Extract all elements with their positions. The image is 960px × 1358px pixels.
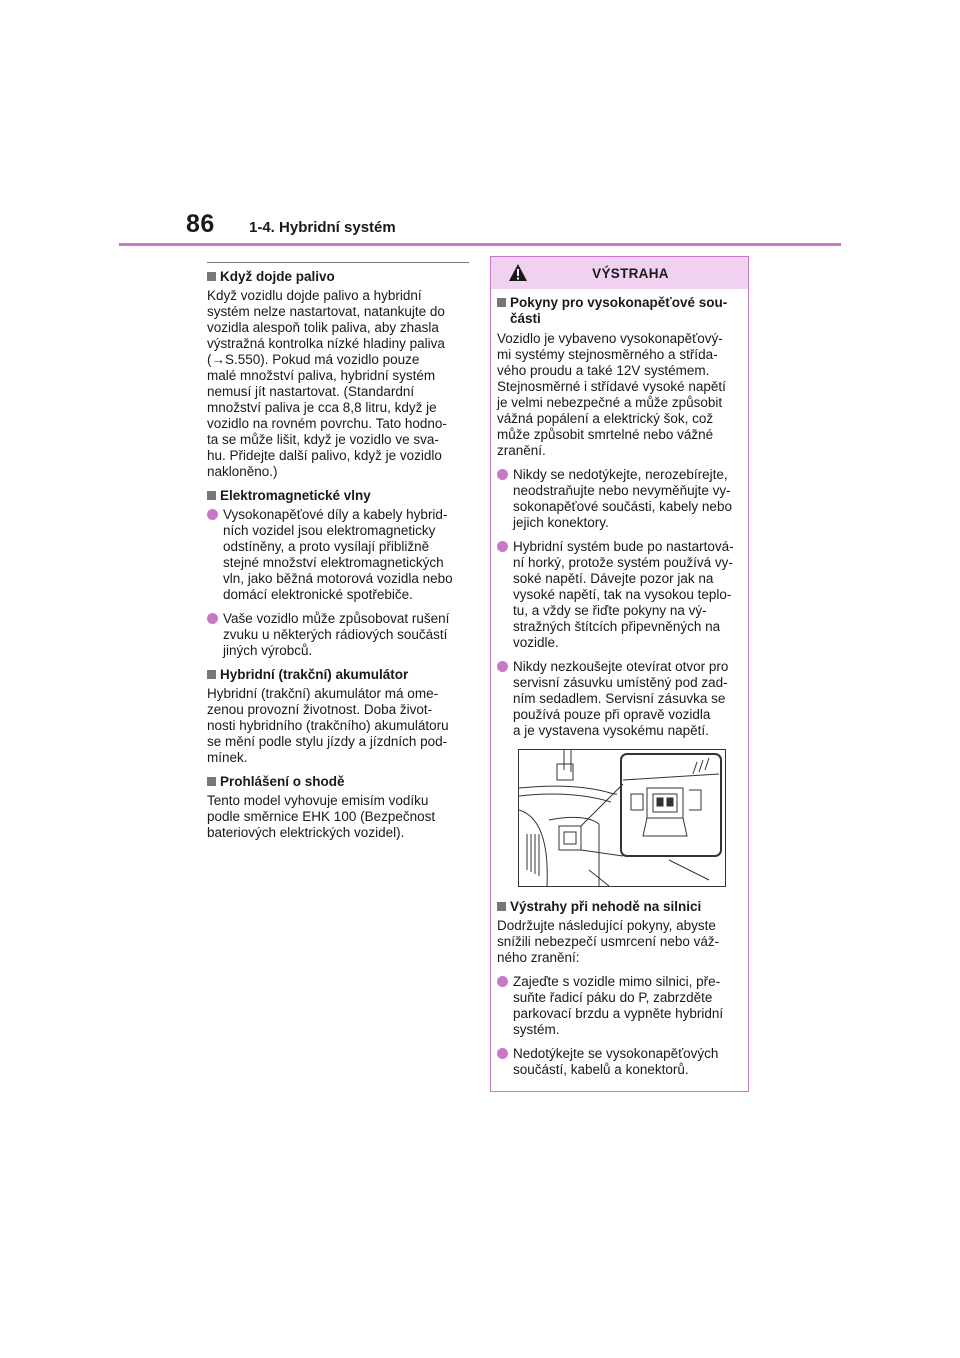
text-line: systém. xyxy=(513,1022,560,1037)
text-line: Hybridní (trakční) akumulátor má ome- xyxy=(207,686,439,701)
bullet-item xyxy=(497,974,742,1038)
text-line: může způsobit smrtelné nebo vážné xyxy=(497,427,714,442)
text-line: Nikdy se nedotýkejte, nerozebírejte, xyxy=(513,467,728,482)
circle-bullet-icon xyxy=(207,613,218,624)
text-line: Zajeďte s vozidle mimo silnici, pře- xyxy=(513,974,721,989)
heading-hv-instructions xyxy=(497,295,742,327)
bullet-item xyxy=(497,467,742,531)
text-line: Když vozidlu dojde palivo a hybridní xyxy=(207,288,422,303)
heading-em-waves-text: Elektromagnetické vlny xyxy=(220,488,371,503)
text-line: zenou provozní životnost. Doba život- xyxy=(207,702,433,717)
text-line: tu, a vždy se řiďte pokyny na vý- xyxy=(513,603,707,618)
text-line: mi systémy stejnosměrného a střída- xyxy=(497,347,718,362)
text-line: ného zranění: xyxy=(497,950,580,965)
text-line: Nedotýkejte se vysokonapěťových xyxy=(513,1046,719,1061)
text-line: ním sedadlem. Servisní zásuvka se xyxy=(513,691,726,706)
text-line: nemusí jít nastartovat. (Standardní xyxy=(207,384,415,399)
text-line: Tento model vyhovuje emisím vodíku xyxy=(207,793,429,808)
text-line: parkovací brzdu a vypněte hybridní xyxy=(513,1006,724,1021)
square-marker-icon xyxy=(207,272,216,281)
text-line: vozidle. xyxy=(513,635,559,650)
circle-bullet-icon xyxy=(497,661,508,672)
text-line: zranění. xyxy=(497,443,546,458)
text-line: ních vozidel jsou elektromagneticky xyxy=(223,523,436,538)
circle-bullet-icon xyxy=(207,509,218,520)
heading-battery-text: Hybridní (trakční) akumulátor xyxy=(220,667,409,682)
square-marker-icon xyxy=(497,902,506,911)
text-line: jejich konektory. xyxy=(513,515,609,530)
heading-road-accident-text: Výstrahy při nehodě na silnici xyxy=(510,899,702,914)
text-line: hu. Přidejte další palivo, když je vozidlo xyxy=(207,448,442,463)
warning-title: VÝSTRAHA xyxy=(592,265,669,281)
heading-fuel xyxy=(207,269,469,285)
service-plug-illustration xyxy=(518,749,726,887)
text-line: podle směrnice EHK 100 (Bezpečnost xyxy=(207,809,436,824)
text-line: vozidlo na rovném povrchu. Tato hodno- xyxy=(207,416,447,431)
left-column xyxy=(207,262,469,849)
text-line: Vysokonapěťové díly a kabely hybrid- xyxy=(223,507,448,522)
text-line: výstražná kontrolka nízké hladiny paliva xyxy=(207,336,445,351)
text-line: ta se může lišit, když je vozidlo ve sva- xyxy=(207,432,439,447)
text-line: Nikdy nezkoušejte otevírat otvor pro xyxy=(513,659,729,674)
circle-bullet-icon xyxy=(497,976,508,987)
text-line: soké napětí. Dávejte pozor jak na xyxy=(513,571,714,586)
square-marker-icon xyxy=(207,670,216,679)
heading-battery xyxy=(207,667,469,683)
paragraph-accident xyxy=(497,918,742,966)
text-line: vln, jako běžná motorová vozidla nebo xyxy=(223,571,453,586)
text-line: nakloněno.) xyxy=(207,464,278,479)
heading-road-accident xyxy=(497,899,742,915)
circle-bullet-icon xyxy=(497,1048,508,1059)
text-line: neodstraňujte nebo nevyměňujte vy- xyxy=(513,483,731,498)
bullet-item xyxy=(497,539,742,651)
heading-line: Pokyny pro vysokonapěťové sou- xyxy=(510,295,728,310)
text-line: snížili nebezpečí usmrcení nebo váž- xyxy=(497,934,720,949)
paragraph-conformity xyxy=(207,793,469,841)
heading-line: části xyxy=(510,311,541,326)
text-line: malé množství paliva, hybridní systém xyxy=(207,368,436,383)
section-title: 1-4. Hybridní systém xyxy=(249,219,396,236)
text-line: je velmi nebezpečné a může způsobit xyxy=(497,395,723,410)
heading-fuel-text: Když dojde palivo xyxy=(220,269,335,284)
bullet-item xyxy=(497,659,742,739)
text-line: vozidla alespoň tolik paliva, aby zhasla xyxy=(207,320,439,335)
text-line: (→S.550). Pokud má vozidlo pouze xyxy=(207,352,420,367)
text-line: bateriových elektrických vozidel). xyxy=(207,825,405,840)
text-line: používá pouze při opravě vozidla xyxy=(513,707,711,722)
text-line: ní horký, protože systém používá vy- xyxy=(513,555,733,570)
bullet-item xyxy=(497,1046,742,1078)
heading-em-waves xyxy=(207,488,469,504)
paragraph-hv xyxy=(497,331,742,459)
circle-bullet-icon xyxy=(497,469,508,480)
text-line: množství paliva je cca 8,8 litru, když je xyxy=(207,400,437,415)
text-line: Dodržujte následující pokyny, abyste xyxy=(497,918,716,933)
bullet-item xyxy=(207,507,469,603)
service-plug-drawing xyxy=(519,750,725,886)
text-line: zvuku u některých rádiových součástí xyxy=(223,627,448,642)
text-line: sokonapěťové součásti, kabely nebo xyxy=(513,499,732,514)
square-marker-icon xyxy=(207,777,216,786)
warning-box xyxy=(490,256,749,1092)
column-top-rule xyxy=(207,262,469,263)
text-line: součástí, kabelů a konektorů. xyxy=(513,1062,689,1077)
square-marker-icon xyxy=(497,298,506,307)
text-line: jiných výrobců. xyxy=(223,643,313,658)
heading-conformity xyxy=(207,774,469,790)
heading-conformity-text: Prohlášení o shodě xyxy=(220,774,345,789)
text-line: Vaše vozidlo může způsobovat rušení xyxy=(223,611,450,626)
warning-triangle-icon xyxy=(508,263,528,282)
paragraph-fuel xyxy=(207,288,469,480)
text-line: vysoké napětí, tak na vysokou teplo- xyxy=(513,587,732,602)
square-marker-icon xyxy=(207,491,216,500)
text-line: suňte řadicí páku do P, zabrzděte xyxy=(513,990,713,1005)
header-rule xyxy=(119,243,841,246)
text-line: vážná popálení a elektrický šok, což xyxy=(497,411,714,426)
text-line: vého proudu a také 12V systémem. xyxy=(497,363,710,378)
text-line: odstíněny, a proto vysílají přibližně xyxy=(223,539,430,554)
paragraph-battery xyxy=(207,686,469,766)
page-header xyxy=(0,0,960,250)
text-line: mínek. xyxy=(207,750,248,765)
text-line: nosti hybridního (trakčního) akumulátoru xyxy=(207,718,449,733)
text-line: stražných štítcích připevněných na xyxy=(513,619,721,634)
warning-body xyxy=(491,289,748,1078)
text-line: se mění podle stylu jízdy a jízdních pod- xyxy=(207,734,448,749)
text-line: a je vystavena vysokému napětí. xyxy=(513,723,709,738)
text-line: stejné množství elektromagnetických xyxy=(223,555,444,570)
warning-header xyxy=(491,257,748,289)
text-line: Hybridní systém bude po nastartová- xyxy=(513,539,734,554)
bullet-item xyxy=(207,611,469,659)
text-line: domácí elektronické spotřebiče. xyxy=(223,587,413,602)
text-line: servisní zásuvku umístěný pod zad- xyxy=(513,675,728,690)
text-line: systém nelze nastartovat, natankujte do xyxy=(207,304,445,319)
circle-bullet-icon xyxy=(497,541,508,552)
page-number: 86 xyxy=(186,210,215,238)
text-line: Stejnosměrné i střídavé vysoké napětí xyxy=(497,379,726,394)
text-line: Vozidlo je vybaveno vysokonapěťový- xyxy=(497,331,723,346)
